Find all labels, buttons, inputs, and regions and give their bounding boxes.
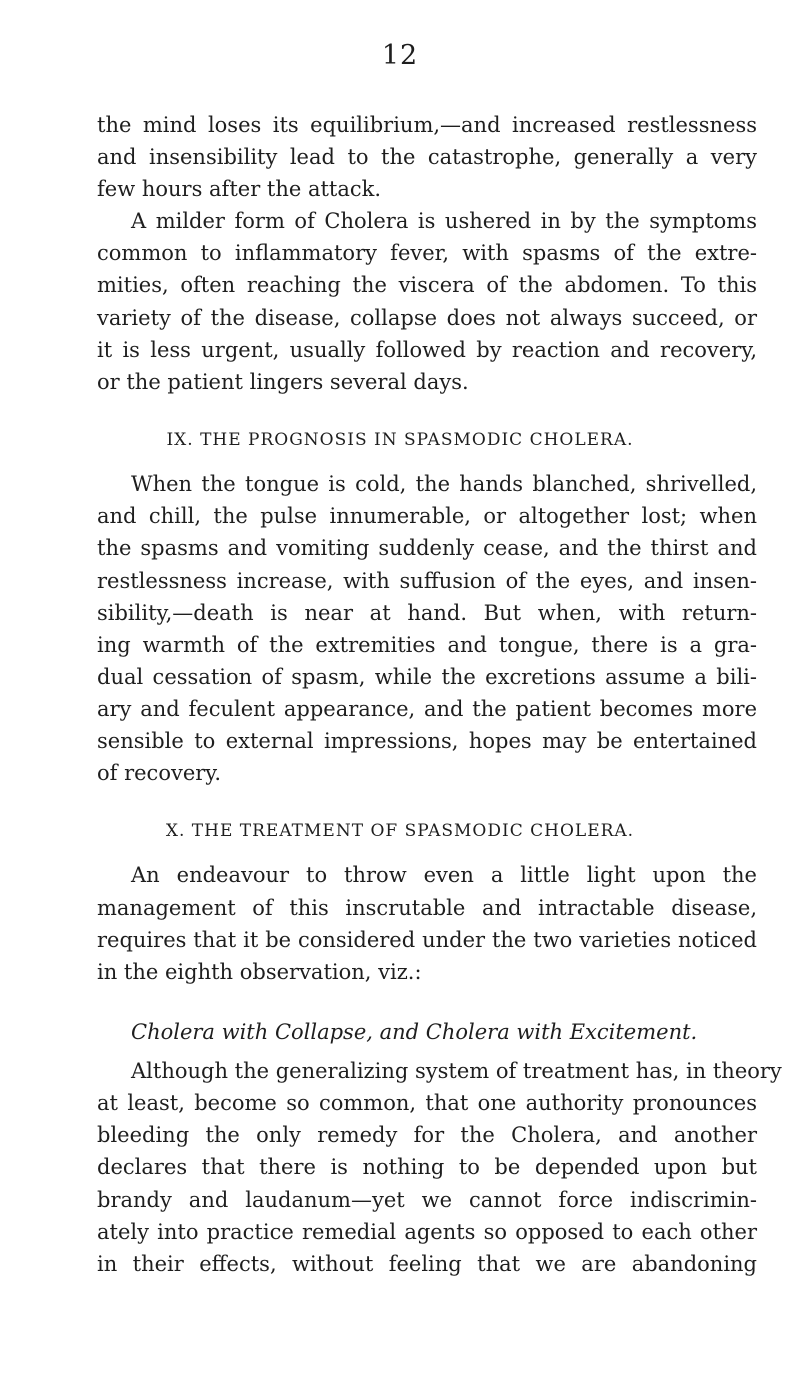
paragraph-line: it is less urgent, usually followed by reaction and recovery, [97, 338, 757, 362]
paragraph-line: the spasms and vomiting suddenly cease, and the thirst and [97, 536, 757, 560]
paragraph-line: management of this inscrutable and intractable disease, [97, 896, 757, 920]
paragraph-line: Although the generalizing system of treatment has, in theory [131, 1059, 782, 1083]
paragraph-line: common to inflammatory fever, with spasms of the extre- [97, 241, 757, 265]
page-number: 12 [381, 40, 419, 71]
paragraph-line: bleeding the only remedy for the Cholera, and another [97, 1123, 757, 1147]
paragraph-line: or the patient lingers several days. [97, 370, 469, 394]
section-heading: X. THE TREATMENT OF SPASMODIC CHOLERA. [165, 821, 635, 841]
paragraph-line: restlessness increase, with suffusion of the eyes, and insen- [97, 569, 757, 593]
paragraph-line: A milder form of Cholera is ushered in by the symptoms [131, 209, 757, 233]
paragraph-line: requires that it be considered under the two varieties noticed [97, 928, 757, 952]
paragraph-line: When the tongue is cold, the hands blanched, shrivelled, [131, 472, 757, 496]
paragraph-line: at least, become so common, that one authority pronounces [97, 1091, 757, 1115]
paragraph-line: brandy and laudanum—yet we cannot force indiscrimin- [97, 1188, 757, 1212]
paragraph-line: of recovery. [97, 761, 222, 785]
paragraph-line: and insensibility lead to the catastrophe, generally a very [97, 145, 757, 169]
paragraph-line: few hours after the attack. [97, 177, 382, 201]
paragraph-line: variety of the disease, collapse does not always succeed, or [97, 306, 757, 330]
paragraph-line: sensible to external impressions, hopes may be entertained [97, 729, 757, 753]
paragraph-line: in the eighth observation, viz.: [97, 960, 422, 984]
paragraph-line: ing warmth of the extremities and tongue, there is a gra- [97, 633, 757, 657]
paragraph-line: An endeavour to throw even a little light upon the [131, 863, 757, 887]
paragraph-line: in their effects, without feeling that we are abandoning [97, 1252, 757, 1276]
paragraph-line: the mind loses its equilibrium,—and increased restlessness [97, 113, 757, 137]
paragraph-line: mities, often reaching the viscera of the abdomen. To this [97, 273, 757, 297]
paragraph-line: and chill, the pulse innumerable, or altogether lost; when [97, 504, 757, 528]
paragraph-line: declares that there is nothing to be depended upon but [97, 1155, 757, 1179]
paragraph-line: sibility,—death is near at hand. But when, with return- [97, 601, 757, 625]
section-heading: IX. THE PROGNOSIS IN SPASMODIC CHOLERA. [166, 430, 634, 450]
paragraph-line: dual cessation of spasm, while the excretions assume a bili- [97, 665, 757, 689]
paragraph-line: ately into practice remedial agents so opposed to each other [97, 1220, 757, 1244]
italic-subheading: Cholera with Collapse, and Cholera with Excitement. [131, 1020, 698, 1044]
paragraph-line: ary and feculent appearance, and the patient becomes more [97, 697, 757, 721]
